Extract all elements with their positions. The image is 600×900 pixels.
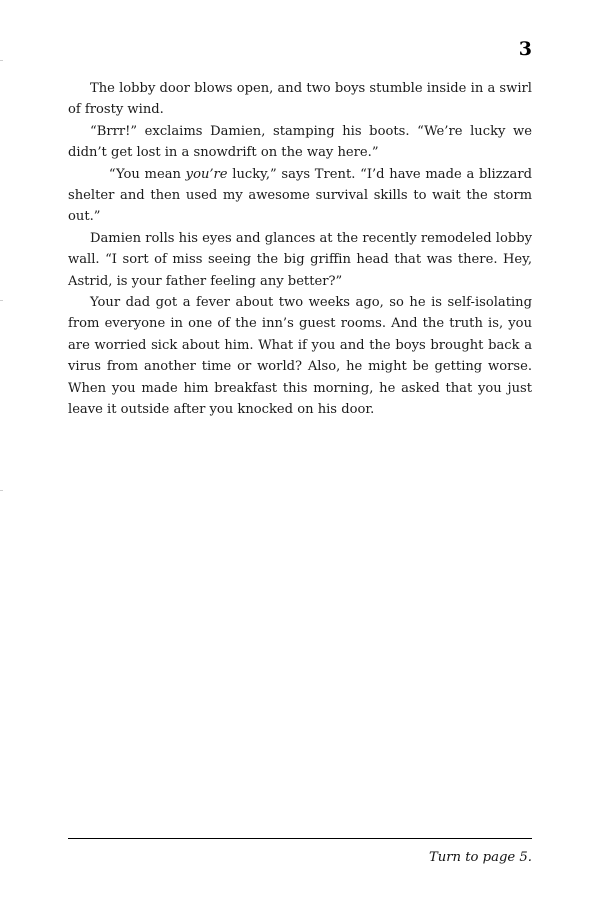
- edge-mark: [0, 300, 3, 301]
- page-number: 3: [518, 38, 532, 60]
- paragraph-with-italic: “You mean you’re lucky,” says Trent. “I’d have made a blizzard shelter and then used my awesome survival skills to wait the storm out.”: [68, 166, 532, 225]
- footer-divider: [68, 838, 532, 839]
- paragraph: “Brrr!” exclaims Damien, stamping his boots. “We’re lucky we didn’t get lost in a snowdrift on the way here.”: [68, 123, 532, 161]
- page-body: [68, 78, 532, 421]
- edge-mark: [0, 60, 3, 61]
- paragraph: Your dad got a fever about two weeks ago, so he is self-isolating from everyone in one of the inn’s guest rooms. And the truth is, you are worried sick about him. What if you and the boys brought back a virus from another time or world? Also, he might be getting worse. When you made him breakfast this morning, he asked that you just leave it outside after you knocked on his door.: [68, 295, 532, 418]
- paragraph: The lobby door blows open, and two boys stumble inside in a swirl of frosty wind.: [68, 81, 532, 118]
- italic-phrase: you’re: [185, 166, 228, 182]
- turn-to-page-note: Turn to page 5.: [428, 850, 532, 865]
- edge-mark: [0, 490, 3, 491]
- paragraph: Damien rolls his eyes and glances at the recently remodeled lobby wall. “I sort of miss seeing the big griffin head that was there. Hey, Astrid, is your father feeling any better?”: [68, 230, 533, 289]
